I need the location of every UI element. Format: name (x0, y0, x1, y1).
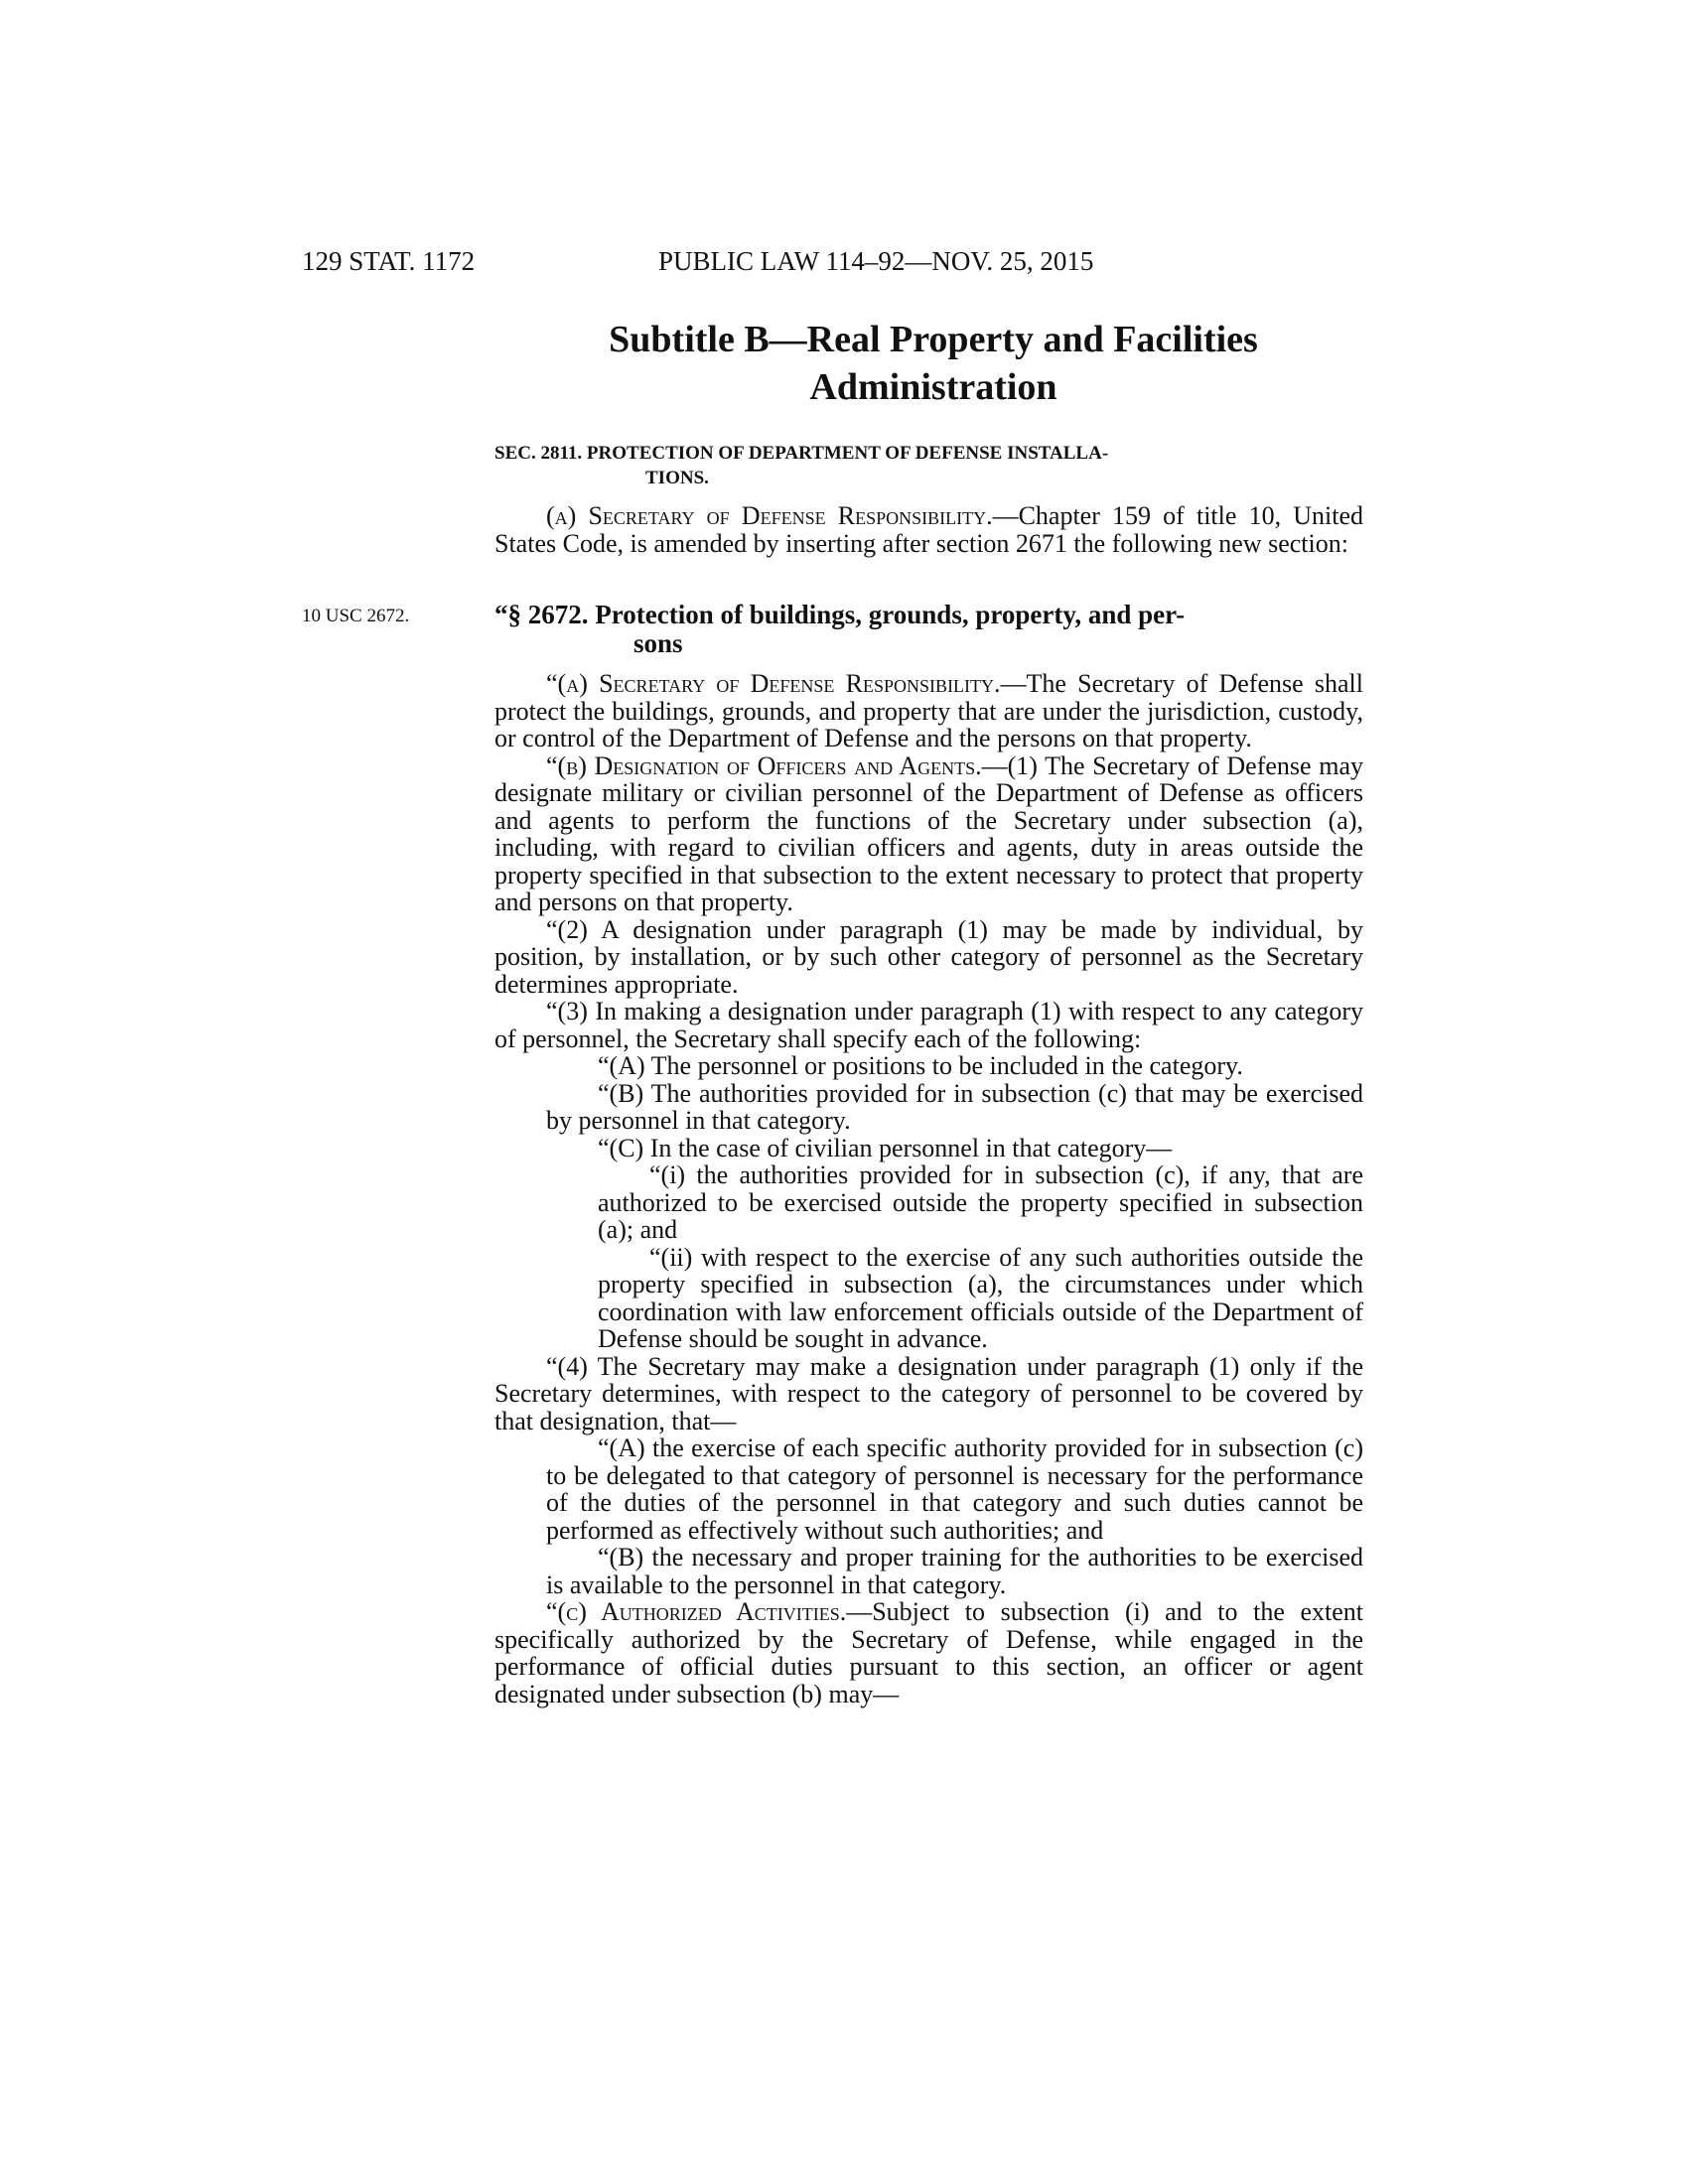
subsection-c-label: “(c) Authorized Activities. (546, 1597, 847, 1626)
subsection-b-1-text: —(1) The Secretary of Defense may designate military or civilian personnel of the Department of Defense as officers and agents to perform the functions of the Secretary under subsection (a), including, with regard to civilian officers and agents, duty in areas outside the property specified in that subsection to the extent necessary to protect that property and persons on that property. (494, 751, 1363, 916)
new-section-body (494, 601, 1363, 1707)
new-section-heading-line-2: sons (633, 628, 683, 658)
running-header (0, 246, 1688, 286)
subtitle-heading (457, 316, 1410, 411)
paragraph-b-2: “(2) A designation under paragraph (1) may be made by individual, by position, by installation, or by such other category of personnel as the Secretary determines appropriate. (494, 914, 1363, 999)
clause-b-3-C-i: “(i) the authorities provided for in subsection (c), if any, that are authorized to be exercised outside the property specified in subsection (a); and (598, 1160, 1363, 1244)
paragraph-b-4: “(4) The Secretary may make a designation under paragraph (1) only if the Secretary determines, with respect to the category of personnel to be covered by that designation, that— (494, 1351, 1363, 1435)
paragraph-a-label: (a) Secretary of Defense Responsibility. (546, 501, 993, 530)
subtitle-line-2: Administration (809, 366, 1057, 408)
subsection-a-text: —The Secretary of Defense shall protect the buildings, grounds, and property that are under the jurisdiction, custody, or control of the Department of Defense and the persons on that property. (494, 669, 1363, 752)
subsection-b-label: “(b) Designation of Officers and Agents. (546, 751, 982, 780)
subsection-a-label: “(a) Secretary of Defense Responsibility. (546, 669, 1001, 698)
subtitle-line-1: Subtitle B—Real Property and Facilities (609, 319, 1258, 360)
subparagraph-b-4-B: “(B) the necessary and proper training for the authorities to be exercised is available to the personnel in that category. (546, 1543, 1363, 1599)
new-section-heading-line-1: “§ 2672. Protection of buildings, grounds, property, and per- (494, 600, 1186, 629)
subsection-c (494, 1598, 1363, 1707)
public-law-citation: PUBLIC LAW 114–92—NOV. 25, 2015 (658, 246, 1094, 276)
stat-page-number: 129 STAT. 1172 (302, 246, 476, 276)
subparagraph-b-3-A: “(A) The personnel or positions to be included in the category. (598, 1051, 1243, 1080)
subparagraph-b-3-B: “(B) The authorities provided for in subsection (c) that may be exercised by personnel in that category. (546, 1078, 1363, 1135)
subsection-b-1 (494, 752, 1363, 916)
paragraph-b-3: “(3) In making a designation under paragraph (1) with respect to any category of personnel, the Secretary shall specify each of the following: (494, 997, 1363, 1053)
new-section-heading (494, 601, 1363, 658)
subsection-a (494, 670, 1363, 752)
subparagraph-b-3-C: “(C) In the case of civilian personnel in that category— (598, 1133, 1173, 1162)
section-heading (494, 441, 1363, 490)
subsection-c-text: —Subject to subsection (i) and to the extent specifically authorized by the Secretary of Defense, while engaged in the performance of official duties pursuant to this section, an officer or agent designated under subsection (b) may— (494, 1597, 1363, 1708)
amendment-paragraph (494, 502, 1363, 557)
clause-b-3-C-ii: “(ii) with respect to the exercise of any such authorities outside the property specified in subsection (a), the circumstances under which coordination with law enforcement officials outside of the Department of Defense should be sought in advance. (598, 1242, 1363, 1353)
section-paragraph-a (494, 502, 1363, 557)
section-heading-line-2: TIONS. (645, 468, 709, 488)
section-heading-line-1: SEC. 2811. PROTECTION OF DEPARTMENT OF DEFENSE INSTALLA- (494, 443, 1109, 464)
paragraph-a-text: —Chapter 159 of title 10, United States Code, is amended by inserting after section 2671 the following new section: (494, 501, 1363, 558)
margin-note: 10 USC 2672. (302, 606, 410, 626)
subparagraph-b-4-A: “(A) the exercise of each specific authority provided for in subsection (c) to be delegated to that category of personnel is necessary for the performance of the duties of the personnel in that category and such duties cannot be performed as effectively without such authorities; and (546, 1433, 1363, 1545)
